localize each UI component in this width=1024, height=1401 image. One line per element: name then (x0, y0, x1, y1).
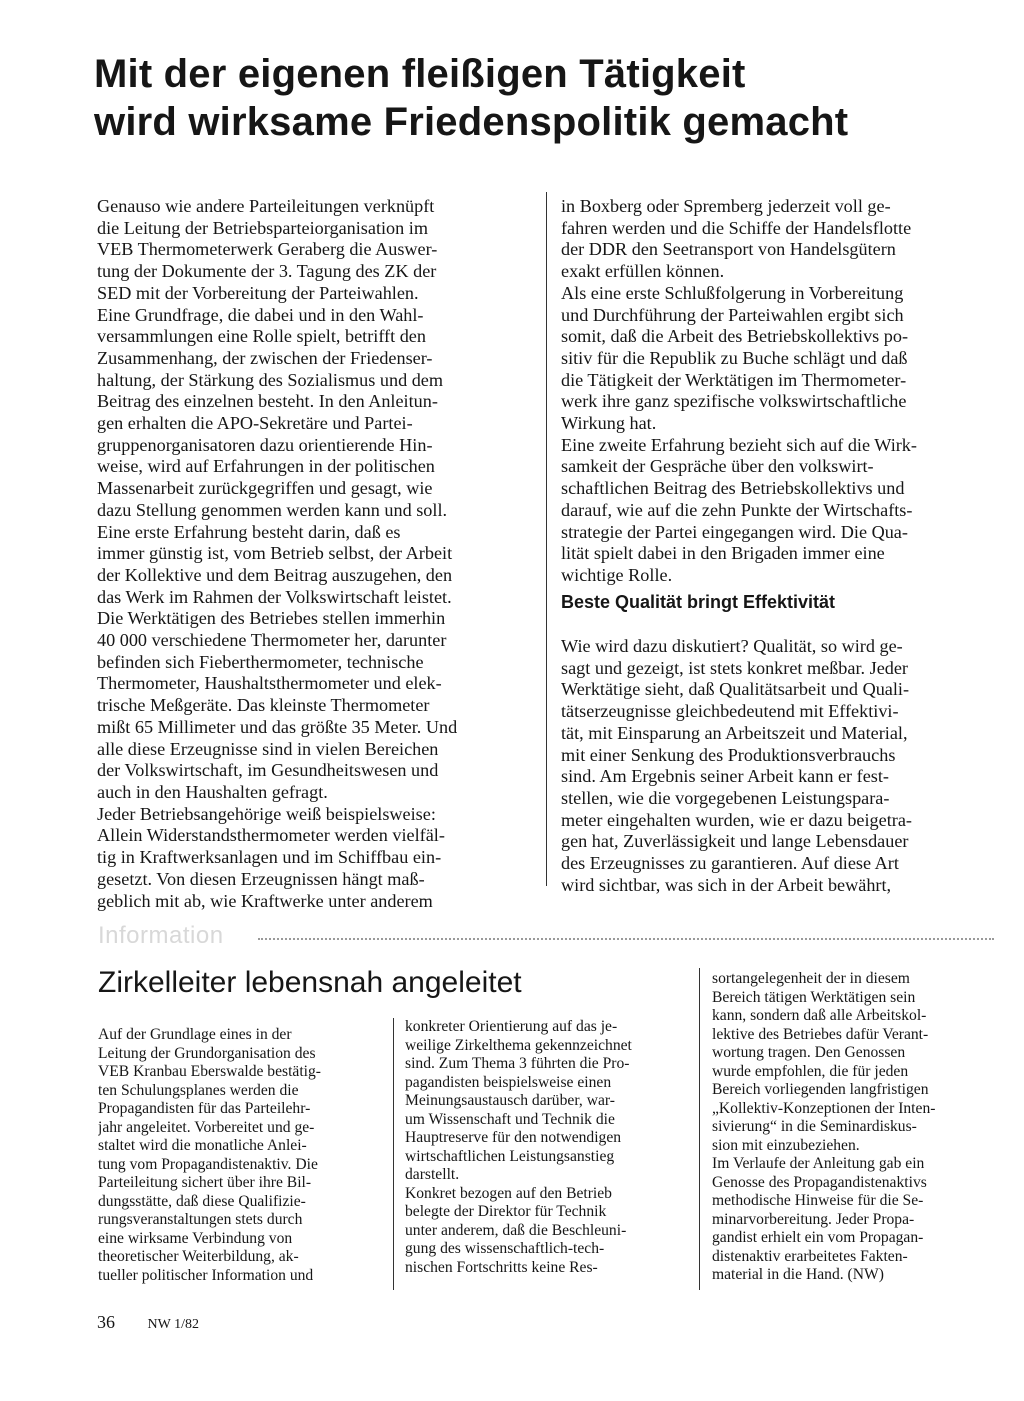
text-line: die Tätigkeit der Werktätigen im Thermometer- (561, 369, 907, 390)
text-line: konkreter Orientierung auf das je- (405, 1018, 618, 1035)
text-line: exakt erfüllen können. (561, 261, 725, 282)
text-line: Zusammenhang, der zwischen der Friedenser- (97, 347, 433, 368)
text-line: mit einer Senkung des Produktionsverbrauchs (561, 744, 896, 765)
text-line: befinden sich Fieberthermometer, technische (97, 651, 424, 672)
text-line: der Kollektive und dem Beitrag auszugehen, den (97, 564, 453, 585)
text-line: Wie wird dazu diskutiert? Qualität, so wird ge- (561, 636, 903, 656)
text-line: pagandisten beispielsweise einen (405, 1073, 612, 1091)
text-line: Eine zweite Erfahrung bezieht sich auf die Wirk- (561, 434, 917, 455)
text-line: tig in Kraftwerksanlagen und im Schiffbau ein- (97, 847, 442, 868)
text-line: rungsveranstaltungen stets durch (98, 1211, 303, 1228)
column-divider (546, 192, 547, 886)
text-line: Die Werktätigen des Betriebes stellen immerhin (97, 608, 446, 629)
text-line: gung des wissenschaftlich-tech- (405, 1240, 605, 1257)
text-line: tätserzeugnisse gleichbedeutend mit Effektivi- (561, 701, 899, 722)
text-line: Als eine erste Schlußfolgerung in Vorbereitung (561, 282, 904, 303)
text-line: schaftlichen Beitrag des Betriebskollektivs und (561, 478, 905, 499)
text-line: minarvorbereitung. Jeder Propa- (712, 1210, 915, 1228)
text-line: „Kollektiv-Konzeptionen der Inten- (712, 1099, 936, 1117)
text-line: darauf, wie auf die zehn Punkte der Wirtschafts- (561, 499, 913, 520)
text-line: und Durchführung der Parteiwahlen ergibt sich (561, 304, 904, 325)
text-line: sind. Zum Thema 3 führten die Pro- (405, 1055, 630, 1072)
text-line: fahren werden und die Schiffe der Handelsflotte (561, 217, 912, 238)
headline-line-2: wird wirksame Friedenspolitik gemacht (94, 100, 849, 144)
text-line: das Werk im Rahmen der Volkswirtschaft leistet. (97, 586, 452, 607)
text-line: sitiv für die Republik zu Buche schlägt und daß (561, 347, 908, 368)
text-line: tät, mit Einsparung an Arbeitszeit und Material, (561, 722, 908, 743)
text-line: SED mit der Vorbereitung der Parteiwahlen. (97, 282, 419, 303)
page-number: 36 (97, 1312, 115, 1332)
text-line: dungsstätte, daß diese Qualifizie- (98, 1192, 306, 1210)
text-line: werk ihre ganz spezifische volkswirtschaftliche (561, 391, 907, 412)
text-line: sortangelegenheit der in diesem (712, 970, 910, 987)
text-line: gruppenorganisatoren dazu orientierende Hin- (97, 434, 433, 455)
text-line: wird sichtbar, was sich in der Arbeit bewährt, (561, 874, 892, 895)
text-line: lität spielt dabei in den Brigaden immer eine (561, 543, 885, 564)
text-line: Genosse des Propagandistenaktivs (712, 1173, 927, 1191)
text-line: gandist erhielt ein vom Propagan- (712, 1229, 924, 1246)
article1-column-1 (97, 196, 530, 912)
text-line: Auf der Grundlage eines in der (98, 1026, 292, 1043)
text-line: des Erzeugnisses zu garantieren. Auf diese Art (561, 853, 899, 874)
text-line: VEB Kranbau Eberswalde bestätig- (98, 1063, 322, 1080)
text-line: weise, wird auf Erfahrungen in der politischen (97, 456, 435, 477)
text-line: tung der Dokumente der 3. Tagung des ZK der (97, 261, 437, 282)
text-line: Eine Grundfrage, die dabei und in den Wahl- (97, 304, 424, 325)
text-line: sagt und gezeigt, ist stets konkret meßbar. Jeder (561, 657, 908, 678)
text-line: der DDR den Seetransport von Handelsgütern (561, 239, 896, 260)
text-line: stellen, wie die vorgegebenen Leistungspara- (561, 787, 890, 808)
text-line: Thermometer, Haushaltsthermometer und elek- (97, 673, 442, 694)
article1-column-2-continued (561, 636, 993, 896)
text-line: alle diese Erzeugnisse sind in vielen Bereichen (97, 738, 439, 759)
article2-column-3 (712, 970, 995, 1285)
headline-line-1: Mit der eigenen fleißigen Tätigkeit (94, 52, 746, 96)
information-divider (258, 938, 994, 940)
text-line: Im Verlaufe der Anleitung gab ein (712, 1155, 925, 1172)
text-line: Parteileitung sichert über ihre Bil- (98, 1174, 312, 1191)
information-label: Information (98, 922, 224, 949)
column-divider-3 (699, 968, 700, 1290)
issue-label: NW 1/82 (147, 1317, 199, 1332)
text-line: eine wirksame Verbindung von (98, 1229, 293, 1247)
text-line: Werktätige sieht, daß Qualitätsarbeit und Quali- (561, 679, 910, 700)
text-line: nischen Fortschritts keine Res- (405, 1258, 598, 1276)
text-line: VEB Thermometerwerk Geraberg die Auswer- (97, 239, 438, 260)
text-line: jahr angeleitet. Vorbereitet und ge- (98, 1118, 315, 1136)
text-line: strategie der Partei eingegangen wird. Die Qua- (561, 521, 908, 542)
text-line: wurde empfohlen, die für jeden (712, 1062, 909, 1080)
text-line: in Boxberg oder Spremberg jederzeit voll ge- (561, 196, 891, 216)
text-line: material in die Hand. (NW) (712, 1266, 884, 1283)
text-line: Jeder Betriebsangehörige weiß beispielsweise: (97, 803, 436, 824)
text-line: lektive des Betriebes dafür Verant- (712, 1025, 929, 1043)
text-line: trische Meßgeräte. Das kleinste Thermometer (97, 695, 430, 716)
text-line: 40 000 verschiedene Thermometer her, darunter (97, 630, 447, 651)
text-line: haltung, der Stärkung des Sozialismus und dem (97, 369, 444, 390)
text-line: meter eingehalten wurden, wie er dazu beigetra- (561, 809, 912, 830)
text-line: wortung tragen. Den Genossen (712, 1044, 906, 1061)
text-line: gen hat, Zuverlässigkeit und lange Lebensdauer (561, 831, 909, 852)
article2-column-1 (98, 1026, 380, 1285)
text-line: um Wissenschaft und Technik die (405, 1110, 615, 1128)
column-divider-2 (393, 1018, 394, 1290)
text-line: mißt 65 Millimeter und das größte 35 Meter. Und (97, 716, 458, 737)
text-line: weilige Zirkelthema gekennzeichnet (405, 1036, 632, 1054)
text-line: Propagandisten für das Parteilehr- (98, 1100, 311, 1117)
article2-column-2 (405, 1018, 687, 1277)
text-line: gen erhalten die APO-Sekretäre und Partei- (97, 413, 413, 434)
text-line: theoretischer Weiterbildung, ak- (98, 1248, 299, 1265)
text-line: distenaktiv erarbeitetes Fakten- (712, 1247, 908, 1265)
text-line: Bereich tätigen Werktätigen sein (712, 988, 916, 1006)
article2-title: Zirkelleiter lebensnah angeleitet (98, 966, 522, 999)
text-line: unter anderem, daß die Beschleuni- (405, 1221, 627, 1239)
text-line: methodische Hinweise für die Se- (712, 1192, 924, 1209)
text-line: wichtige Rolle. (561, 564, 673, 585)
text-line: Genauso wie andere Parteileitungen verknüpft (97, 196, 435, 216)
text-line: die Leitung der Betriebsparteiorganisation im (97, 217, 428, 238)
text-line: auch in den Haushalten gefragt. (97, 781, 328, 802)
text-line: Eine erste Erfahrung besteht darin, daß es (97, 521, 401, 542)
text-line: tueller politischer Information und (98, 1266, 314, 1284)
page-footer (97, 1311, 199, 1336)
text-line: sind. Am Ergebnis seiner Arbeit kann er fest- (561, 766, 889, 787)
text-line: der Volkswirtschaft, im Gesundheitswesen und (97, 760, 439, 781)
text-line: immer günstig ist, vom Betrieb selbst, der Arbeit (97, 543, 453, 564)
text-line: dazu Stellung genommen werden kann und soll. (97, 499, 448, 520)
text-line: Meinungsaustausch darüber, war- (405, 1092, 615, 1109)
text-line: sivierung“ in die Seminardiskus- (712, 1118, 917, 1135)
text-line: Wirkung hat. (561, 413, 657, 434)
text-line: versammlungen eine Rolle spielt, betrifft den (97, 326, 426, 347)
text-line: Massenarbeit zurückgegriffen und gesagt, wie (97, 478, 433, 499)
text-line: Bereich vorliegenden langfristigen (712, 1081, 929, 1098)
text-line: geblich mit ab, wie Kraftwerke unter anderem (97, 890, 433, 911)
text-line: Leitung der Grundorganisation des (98, 1044, 316, 1062)
text-line: ten Schulungsplanes werden die (98, 1081, 299, 1099)
text-line: Hauptreserve für den notwendigen (405, 1129, 622, 1146)
text-line: somit, daß die Arbeit des Betriebskollektivs po- (561, 326, 909, 347)
text-line: Konkret bezogen auf den Betrieb (405, 1184, 612, 1202)
article1-column-2 (561, 196, 993, 587)
text-line: sion mit einzubeziehen. (712, 1136, 860, 1154)
text-line: tung vom Propagandistenaktiv. Die (98, 1155, 318, 1173)
text-line: wirtschaftlichen Leistungsanstieg (405, 1147, 615, 1165)
text-line: Beitrag des einzelnen besteht. In den Anleitun- (97, 391, 438, 412)
text-line: samkeit der Gespräche über den volkswirt- (561, 456, 874, 477)
text-line: Allein Widerstandsthermometer werden vielfäl- (97, 825, 445, 846)
subheading: Beste Qualität bringt Effektivität (561, 592, 836, 612)
text-line: belegte der Direktor für Technik (405, 1203, 607, 1220)
text-line: darstellt. (405, 1166, 460, 1183)
text-line: gesetzt. Von diesen Erzeugnissen hängt maß- (97, 868, 425, 889)
text-line: staltet wird die monatliche Anlei- (98, 1137, 307, 1154)
article-headline (94, 50, 994, 146)
text-line: kann, sondern daß alle Arbeitskol- (712, 1007, 927, 1024)
